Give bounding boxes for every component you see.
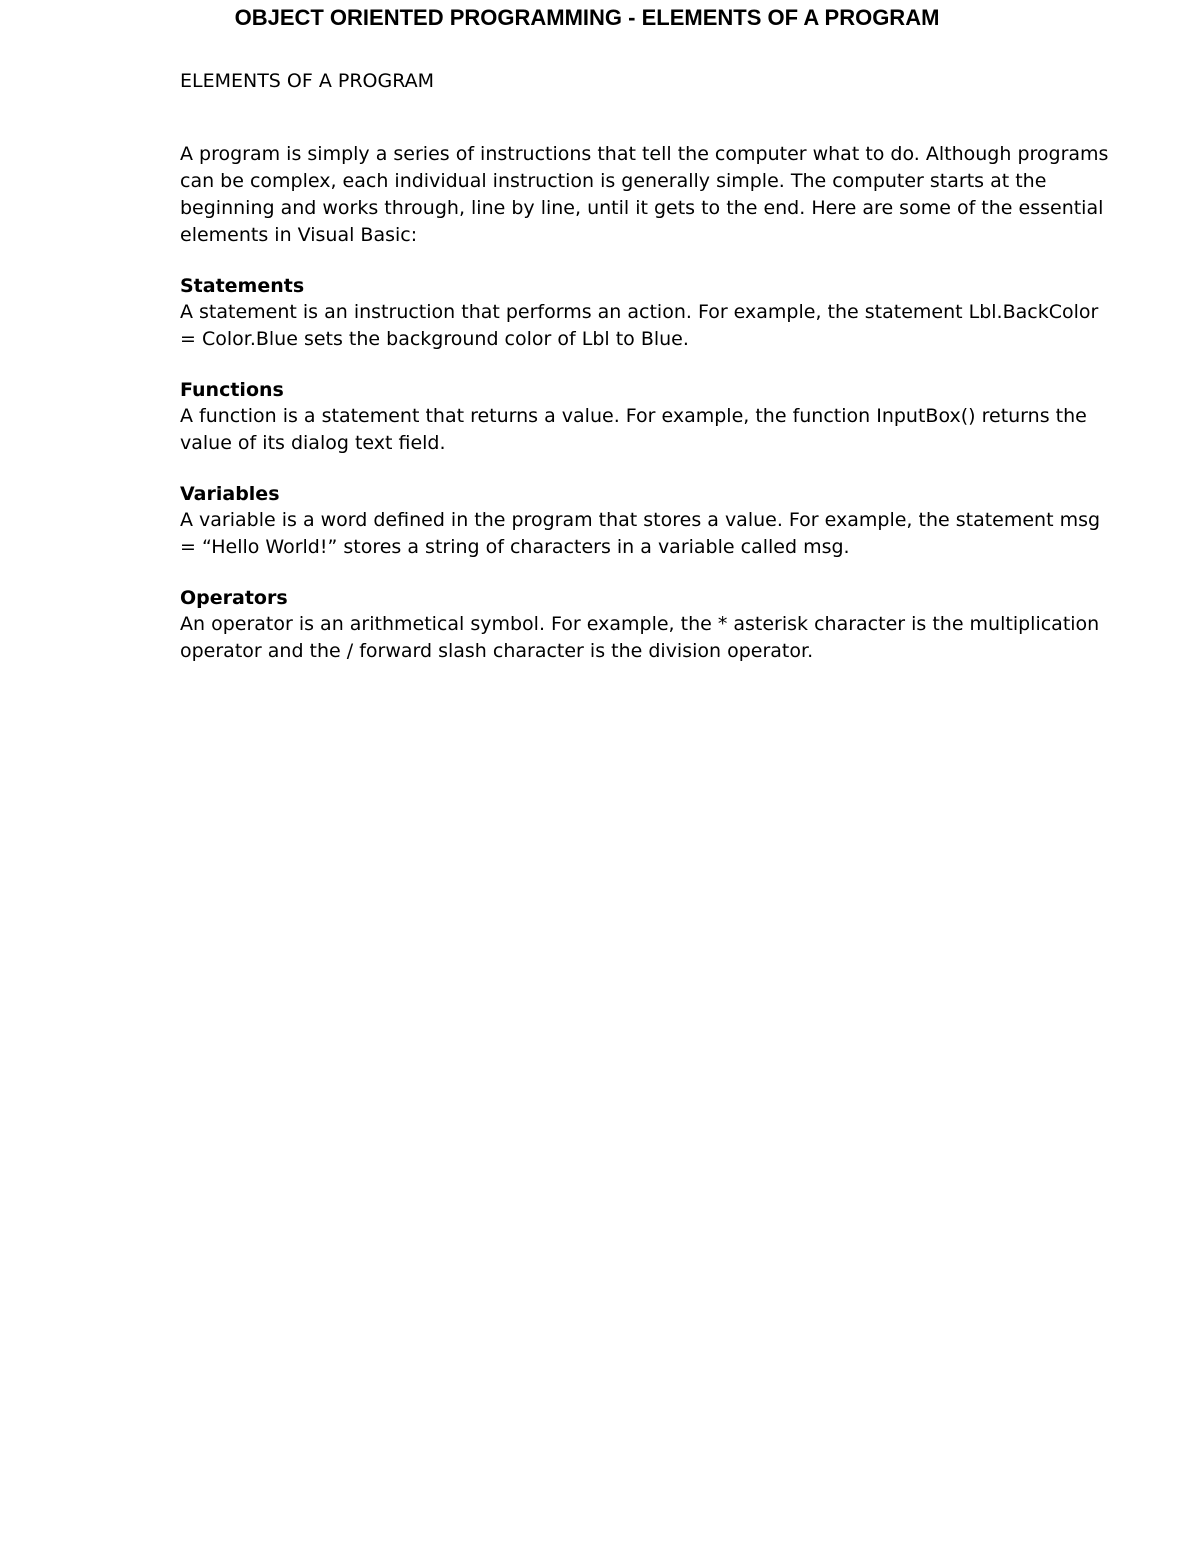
section-title: ELEMENTS OF A PROGRAM — [180, 70, 435, 92]
section-heading: Statements — [180, 275, 305, 297]
section-body: A variable is a word defined in the program that stores a value. For example, the statement msg = “Hello World!” stores a string of characters in a variable called msg. — [180, 509, 1101, 558]
section-body: A function is a statement that returns a value. For example, the function InputBox() returns the value of its dialog text field. — [180, 405, 1087, 454]
intro-paragraph: A program is simply a series of instructions that tell the computer what to do. Although programs can be complex, each individual instruction is generally simple. The computer starts at the beginning and works through, line by line, until it gets to the end. Here are some of the essential elements in Visual Basic: — [180, 143, 1109, 246]
document-body — [180, 67, 1110, 690]
section-heading: Operators — [180, 587, 288, 609]
section-heading: Variables — [180, 483, 280, 505]
section-statements — [180, 274, 1110, 353]
document-title: OBJECT ORIENTED PROGRAMMING - ELEMENTS OF A PROGRAM — [234, 5, 940, 30]
section-functions — [180, 378, 1110, 457]
section-operators — [180, 586, 1110, 665]
section-heading: Functions — [180, 379, 284, 401]
section-variables — [180, 482, 1110, 561]
section-body: An operator is an arithmetical symbol. For example, the * asterisk character is the multiplication operator and the / forward slash character is the division operator. — [180, 613, 1100, 662]
section-body: A statement is an instruction that performs an action. For example, the statement Lbl.BackColor = Color.Blue sets the background color of Lbl to Blue. — [180, 301, 1099, 350]
